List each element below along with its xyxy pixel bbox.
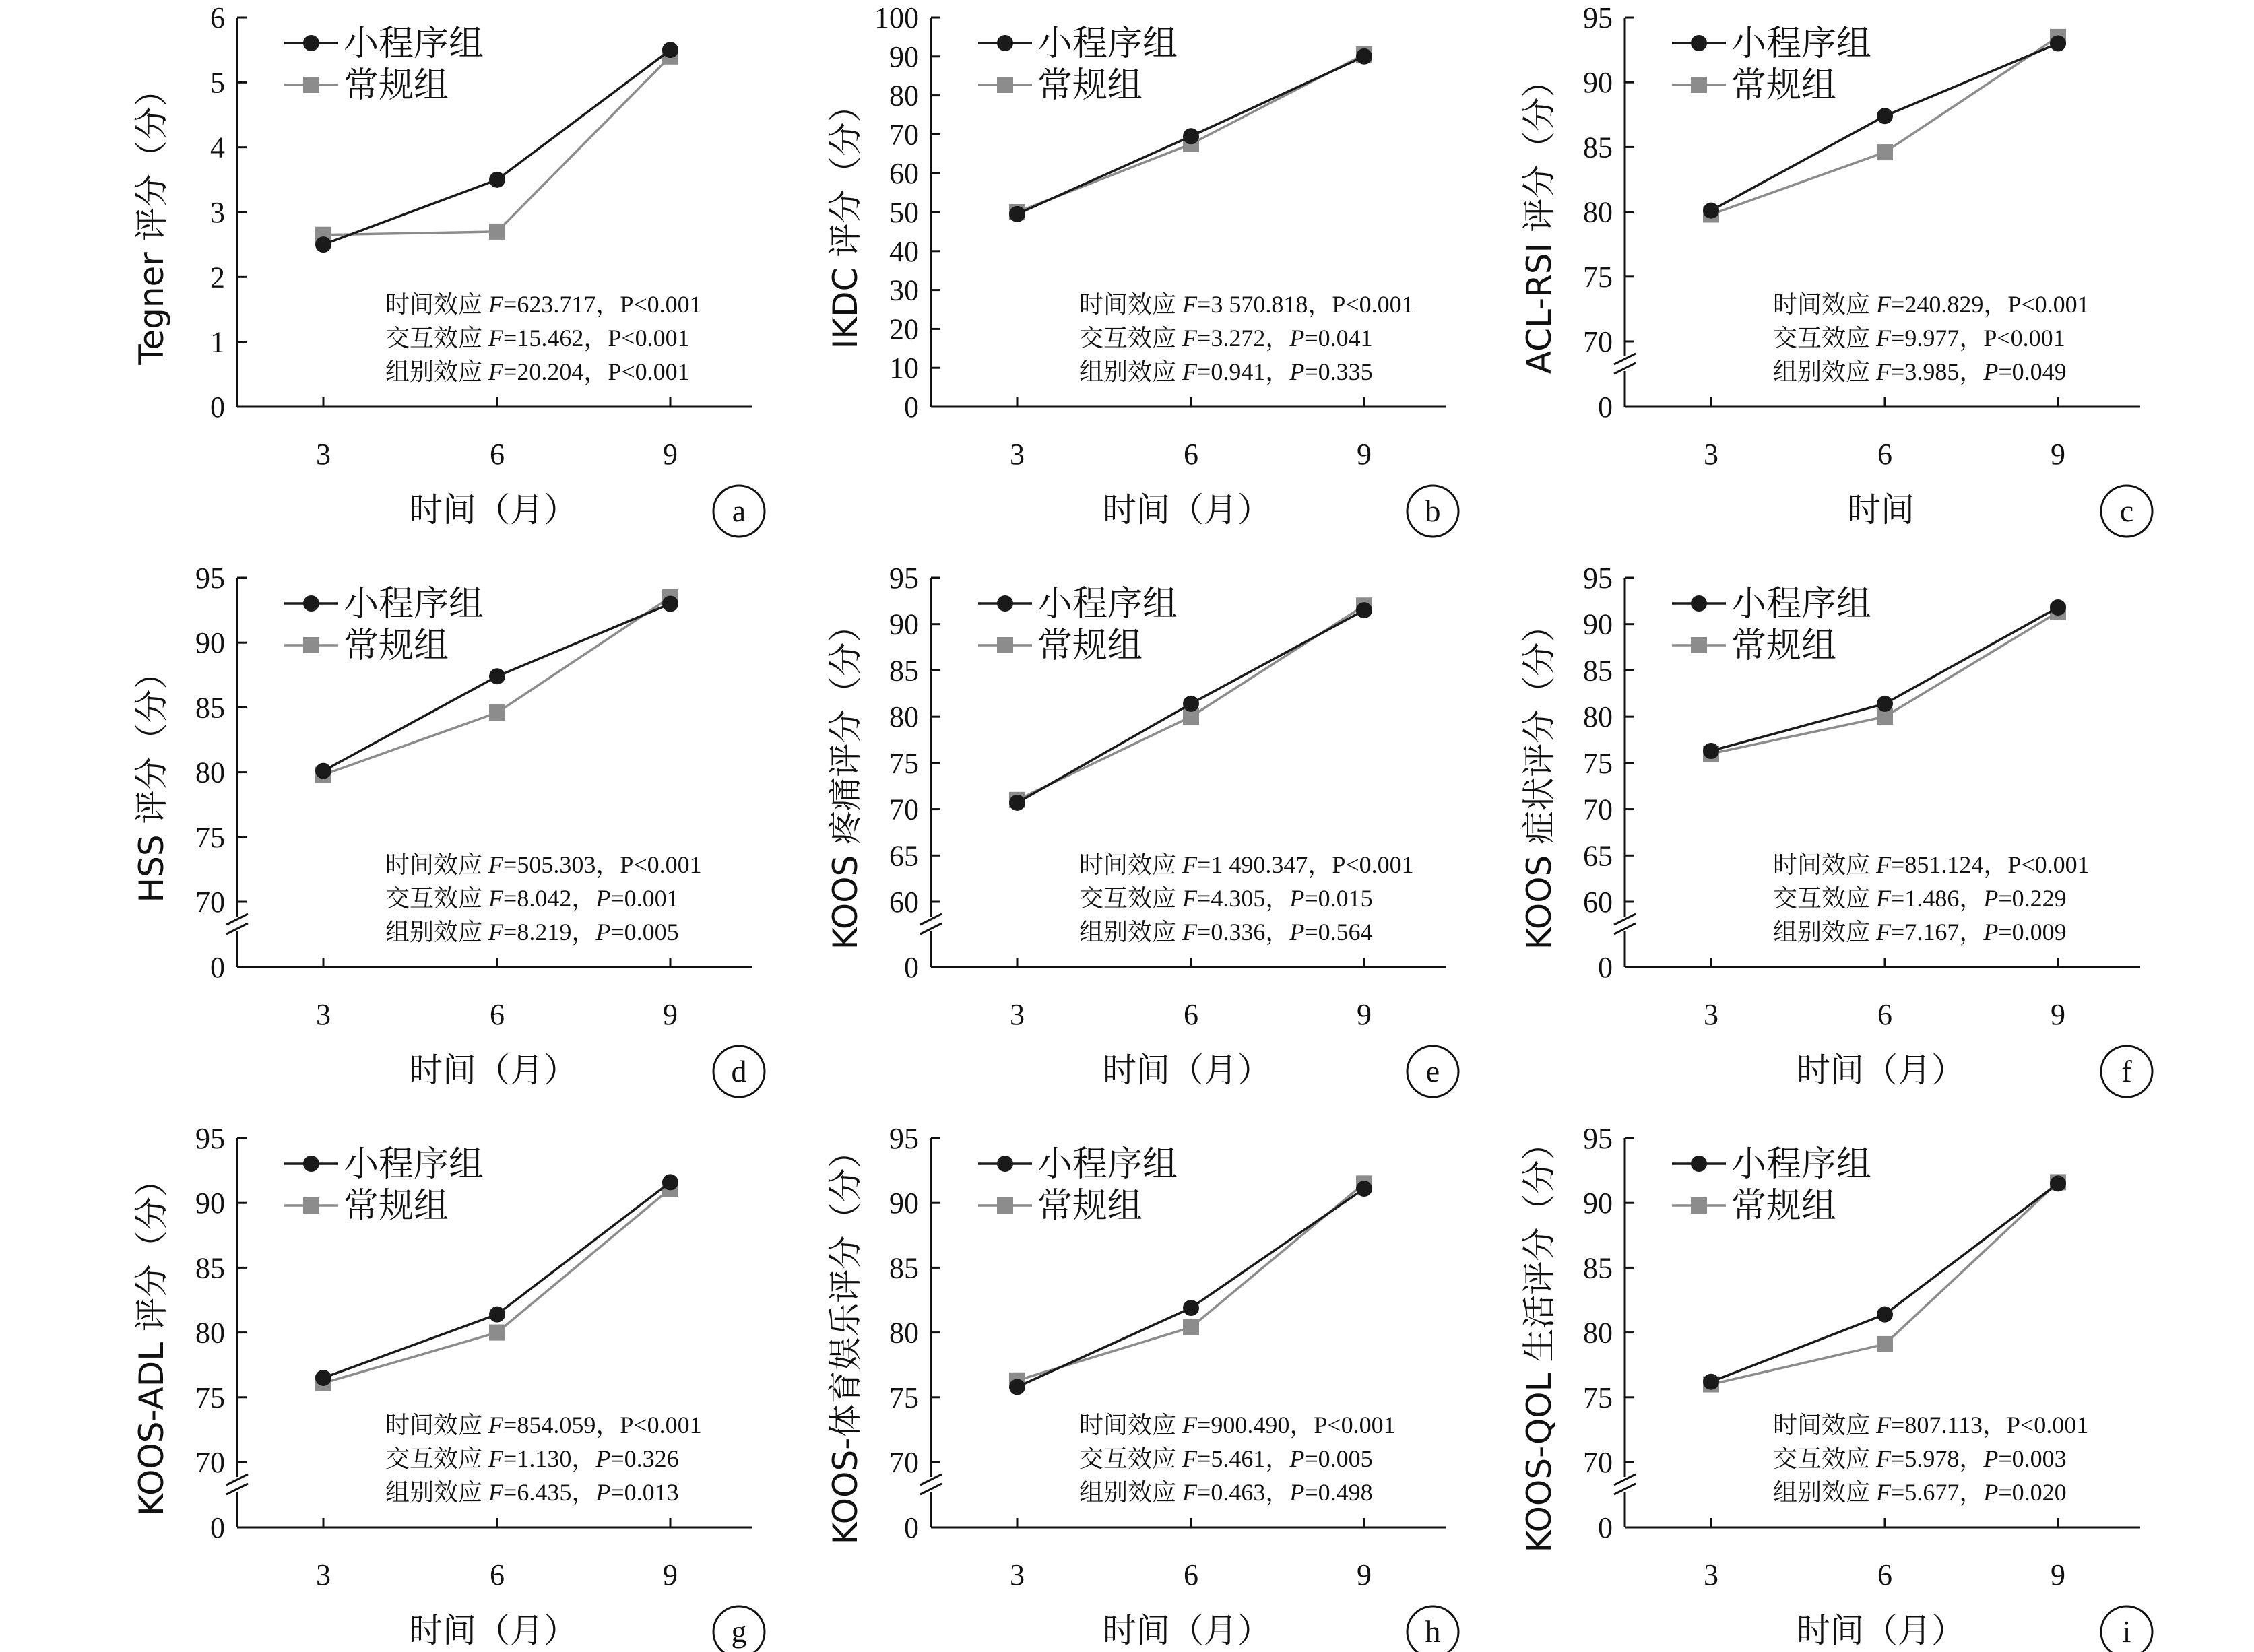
y-tick-label: 100 — [874, 1, 919, 34]
y-axis-label: KOOS 疼痛评分（分） — [826, 608, 865, 950]
data-point-miniprogram — [1703, 1374, 1719, 1390]
y-axis-label: Tegner 评分（分） — [132, 73, 171, 365]
x-tick-label: 9 — [1357, 1558, 1372, 1591]
x-tick-label: 3 — [316, 998, 331, 1031]
chart-panel-i — [1520, 1122, 2152, 1652]
legend-marker-square — [997, 637, 1013, 653]
stats-annotation: 时间效应 F=1 490.347，P<0.001 — [1079, 851, 1414, 878]
stats-annotation: 组别效应 F=0.463，P=0.498 — [1079, 1479, 1373, 1506]
y-axis-label: KOOS-QOL 生活评分（分） — [1520, 1126, 1559, 1553]
y-tick-label: 80 — [889, 700, 919, 734]
y-axis-label: KOOS-ADL 评分（分） — [132, 1163, 171, 1516]
legend-label: 小程序组 — [344, 24, 484, 64]
chart-panel-c — [1520, 1, 2152, 537]
y-tick-label: 0 — [904, 391, 919, 424]
y-tick-label: 3 — [210, 196, 225, 229]
y-tick-label: 65 — [1583, 839, 1613, 873]
y-tick-label: 0 — [904, 951, 919, 984]
data-point-miniprogram — [2050, 35, 2066, 51]
y-tick-label: 10 — [889, 352, 919, 385]
y-tick-label: 90 — [1583, 66, 1613, 100]
legend-marker-circle — [303, 595, 319, 612]
data-point-miniprogram — [1183, 128, 1199, 144]
legend-label: 常规组 — [1037, 65, 1143, 106]
y-tick-label: 85 — [1583, 131, 1613, 164]
y-tick-label: 65 — [889, 839, 919, 873]
x-tick-label: 6 — [1877, 438, 1892, 471]
data-point-conventional — [1183, 1319, 1199, 1335]
y-tick-label: 1 — [210, 325, 225, 359]
y-tick-label: 80 — [1583, 195, 1613, 229]
data-point-miniprogram — [1703, 203, 1719, 219]
x-tick-label: 6 — [490, 438, 505, 471]
y-tick-label: 0 — [1598, 951, 1613, 984]
legend-label: 小程序组 — [344, 584, 484, 624]
y-tick-label: 95 — [889, 562, 919, 595]
y-axis-label: IKDC 评分（分） — [826, 88, 865, 350]
y-tick-label: 85 — [1583, 654, 1613, 688]
y-tick-label: 70 — [195, 1446, 225, 1479]
chart-panel-f — [1520, 562, 2152, 1097]
y-tick-label: 90 — [889, 1187, 919, 1220]
legend-label: 小程序组 — [1731, 584, 1872, 624]
chart-panel-g — [132, 1122, 765, 1652]
data-point-miniprogram — [489, 1307, 505, 1323]
legend-marker-circle — [1691, 35, 1707, 51]
legend-marker-square — [303, 637, 319, 653]
y-tick-label: 75 — [1583, 746, 1613, 780]
stats-annotation: 时间效应 F=807.113，P<0.001 — [1773, 1412, 2089, 1439]
stats-annotation: 交互效应 F=8.042，P=0.001 — [385, 885, 679, 912]
y-tick-label: 70 — [889, 118, 919, 152]
y-tick-label: 85 — [889, 1251, 919, 1285]
legend-marker-square — [1691, 1197, 1707, 1214]
stats-annotation: 组别效应 F=6.435，P=0.013 — [385, 1479, 679, 1506]
y-tick-label: 85 — [889, 654, 919, 688]
data-point-miniprogram — [1009, 206, 1025, 222]
y-tick-label: 95 — [1583, 562, 1613, 595]
x-axis-label: 时间（月） — [409, 1051, 577, 1090]
x-tick-label: 3 — [316, 438, 331, 471]
data-point-miniprogram — [315, 236, 331, 253]
y-tick-label: 0 — [210, 391, 225, 424]
x-tick-label: 9 — [2051, 998, 2065, 1031]
y-tick-label: 80 — [889, 79, 919, 112]
y-tick-label: 90 — [889, 607, 919, 641]
x-axis-label: 时间（月） — [1103, 1051, 1271, 1090]
panel-label: a — [732, 494, 746, 528]
data-point-miniprogram — [662, 595, 678, 612]
x-tick-label: 9 — [2051, 438, 2065, 471]
panel-label: d — [731, 1054, 747, 1088]
stats-annotation: 交互效应 F=3.272，P=0.041 — [1079, 325, 1373, 352]
x-tick-label: 6 — [1184, 438, 1198, 471]
y-tick-label: 75 — [195, 1381, 225, 1414]
data-point-conventional — [489, 224, 505, 240]
y-tick-label: 85 — [195, 1251, 225, 1285]
chart-panel-h — [826, 1122, 1458, 1652]
y-tick-label: 80 — [1583, 1316, 1613, 1350]
stats-annotation: 组别效应 F=8.219，P=0.005 — [385, 919, 679, 946]
y-tick-label: 70 — [1583, 1446, 1613, 1479]
y-tick-label: 5 — [210, 66, 225, 100]
data-point-miniprogram — [1877, 696, 1893, 712]
stats-annotation: 组别效应 F=3.985，P=0.049 — [1773, 358, 2067, 385]
y-tick-label: 4 — [210, 131, 225, 164]
y-tick-label: 70 — [889, 1446, 919, 1479]
y-axis-label: KOOS-体育娱乐评分（分） — [826, 1134, 865, 1545]
y-axis-label: ACL-RSI 评分（分） — [1520, 63, 1559, 374]
stats-annotation: 交互效应 F=15.462，P<0.001 — [385, 325, 690, 352]
x-axis-label: 时间（月） — [1797, 1051, 1965, 1090]
y-tick-label: 90 — [1583, 607, 1613, 641]
y-tick-label: 30 — [889, 273, 919, 307]
y-tick-label: 70 — [1583, 325, 1613, 358]
x-tick-label: 6 — [490, 1558, 505, 1591]
y-tick-label: 90 — [889, 40, 919, 73]
stats-annotation: 交互效应 F=5.461，P=0.005 — [1079, 1445, 1373, 1472]
y-tick-label: 80 — [195, 1316, 225, 1350]
legend-marker-circle — [997, 595, 1013, 612]
y-tick-label: 95 — [1583, 1122, 1613, 1155]
chart-panel-d — [132, 562, 765, 1097]
y-tick-label: 0 — [904, 1511, 919, 1544]
data-point-miniprogram — [662, 1174, 678, 1190]
data-point-conventional — [489, 1325, 505, 1341]
data-point-miniprogram — [315, 763, 331, 779]
legend-marker-circle — [997, 35, 1013, 51]
data-point-miniprogram — [489, 172, 505, 188]
data-point-miniprogram — [1183, 696, 1199, 712]
x-axis-label: 时间（月） — [1103, 490, 1271, 529]
stats-annotation: 时间效应 F=854.059，P<0.001 — [385, 1412, 702, 1439]
chart-panel-b — [826, 1, 1458, 537]
panel-label: f — [2121, 1054, 2132, 1088]
x-tick-label: 3 — [1010, 1558, 1025, 1591]
legend-marker-square — [1691, 77, 1707, 93]
stats-annotation: 时间效应 F=240.829，P<0.001 — [1773, 291, 2090, 318]
x-tick-label: 3 — [1704, 1558, 1718, 1591]
y-tick-label: 75 — [1583, 260, 1613, 294]
legend-label: 常规组 — [344, 65, 449, 106]
data-point-miniprogram — [1877, 1307, 1893, 1323]
chart-panel-e — [826, 562, 1458, 1097]
legend-marker-circle — [997, 1156, 1013, 1172]
legend-label: 小程序组 — [344, 1144, 484, 1185]
y-tick-label: 75 — [889, 1381, 919, 1414]
legend-marker-circle — [303, 35, 319, 51]
y-tick-label: 0 — [210, 1511, 225, 1544]
x-tick-label: 9 — [663, 438, 678, 471]
panel-label: b — [1425, 494, 1441, 528]
y-tick-label: 0 — [1598, 1511, 1613, 1544]
y-tick-label: 75 — [889, 746, 919, 780]
panel-label: i — [2122, 1614, 2131, 1649]
legend-label: 常规组 — [344, 626, 449, 666]
x-tick-label: 6 — [1877, 998, 1892, 1031]
stats-annotation: 时间效应 F=851.124，P<0.001 — [1773, 851, 2090, 878]
x-tick-label: 6 — [490, 998, 505, 1031]
data-point-miniprogram — [1356, 48, 1372, 65]
legend-label: 小程序组 — [1037, 584, 1178, 624]
panel-label: h — [1425, 1614, 1441, 1649]
stats-annotation: 时间效应 F=900.490，P<0.001 — [1079, 1412, 1396, 1439]
y-tick-label: 80 — [1583, 700, 1613, 734]
stats-annotation: 交互效应 F=4.305，P=0.015 — [1079, 885, 1373, 912]
stats-annotation: 组别效应 F=5.677，P=0.020 — [1773, 1479, 2067, 1506]
y-tick-label: 75 — [1583, 1381, 1613, 1414]
y-tick-label: 6 — [210, 1, 225, 34]
legend-label: 小程序组 — [1731, 24, 1872, 64]
data-point-miniprogram — [1877, 108, 1893, 124]
y-tick-label: 0 — [210, 951, 225, 984]
y-tick-label: 90 — [195, 626, 225, 660]
legend-label: 小程序组 — [1731, 1144, 1872, 1185]
y-tick-label: 85 — [1583, 1251, 1613, 1285]
legend-marker-circle — [1691, 1156, 1707, 1172]
stats-annotation: 交互效应 F=9.977，P<0.001 — [1773, 325, 2065, 352]
y-tick-label: 90 — [195, 1187, 225, 1220]
legend-label: 常规组 — [1731, 65, 1837, 106]
legend-marker-circle — [303, 1156, 319, 1172]
legend-marker-circle — [1691, 595, 1707, 612]
legend-marker-square — [1691, 637, 1707, 653]
x-tick-label: 6 — [1184, 998, 1198, 1031]
data-point-miniprogram — [489, 668, 505, 684]
data-point-miniprogram — [315, 1370, 331, 1386]
x-tick-label: 9 — [1357, 998, 1372, 1031]
y-tick-label: 70 — [1583, 793, 1613, 826]
x-axis-label: 时间（月） — [409, 1611, 577, 1650]
stats-annotation: 交互效应 F=1.130，P=0.326 — [385, 1445, 679, 1472]
y-tick-label: 95 — [1583, 1, 1613, 34]
x-tick-label: 9 — [663, 998, 678, 1031]
data-point-miniprogram — [1009, 795, 1025, 811]
panel-label: c — [2119, 494, 2134, 528]
stats-annotation: 组别效应 F=20.204，P<0.001 — [385, 358, 690, 385]
stats-annotation: 时间效应 F=623.717，P<0.001 — [385, 291, 702, 318]
legend-marker-square — [997, 77, 1013, 93]
legend-label: 常规组 — [1731, 626, 1837, 666]
legend-marker-square — [303, 77, 319, 93]
data-point-miniprogram — [1183, 1300, 1199, 1316]
legend-label: 常规组 — [1037, 1186, 1143, 1226]
legend-label: 常规组 — [1037, 626, 1143, 666]
legend-marker-square — [303, 1197, 319, 1214]
data-point-miniprogram — [2050, 1175, 2066, 1191]
legend-label: 小程序组 — [1037, 1144, 1178, 1185]
y-axis-label: HSS 评分（分） — [132, 655, 171, 903]
x-axis-label: 时间（月） — [1797, 1611, 1965, 1650]
y-tick-label: 20 — [889, 312, 919, 346]
y-tick-label: 95 — [195, 562, 225, 595]
x-tick-label: 9 — [663, 1558, 678, 1591]
y-tick-label: 95 — [195, 1122, 225, 1155]
panel-label: e — [1425, 1054, 1440, 1088]
stats-annotation: 交互效应 F=5.978，P=0.003 — [1773, 1445, 2067, 1472]
legend-label: 常规组 — [344, 1186, 449, 1226]
y-tick-label: 95 — [889, 1122, 919, 1155]
y-axis-label: KOOS 症状评分（分） — [1520, 608, 1559, 950]
x-tick-label: 3 — [316, 1558, 331, 1591]
x-axis-label: 时间（月） — [1103, 1611, 1271, 1650]
x-tick-label: 9 — [1357, 438, 1372, 471]
x-axis-label: 时间 — [1847, 490, 1914, 529]
y-tick-label: 60 — [889, 157, 919, 191]
y-tick-label: 70 — [195, 886, 225, 919]
x-tick-label: 3 — [1704, 998, 1718, 1031]
y-tick-label: 85 — [195, 691, 225, 725]
data-point-miniprogram — [1703, 743, 1719, 759]
y-tick-label: 60 — [889, 886, 919, 919]
panel-label: g — [731, 1614, 747, 1649]
x-axis-label: 时间（月） — [409, 490, 577, 529]
x-tick-label: 3 — [1010, 998, 1025, 1031]
data-point-conventional — [489, 704, 505, 721]
y-tick-label: 60 — [1583, 886, 1613, 919]
stats-annotation: 组别效应 F=7.167，P=0.009 — [1773, 919, 2067, 946]
y-tick-label: 50 — [889, 196, 919, 229]
y-tick-label: 90 — [1583, 1187, 1613, 1220]
stats-annotation: 交互效应 F=1.486，P=0.229 — [1773, 885, 2067, 912]
legend-marker-square — [997, 1197, 1013, 1214]
legend-label: 常规组 — [1731, 1186, 1837, 1226]
y-tick-label: 75 — [195, 820, 225, 854]
data-point-miniprogram — [1009, 1379, 1025, 1395]
stats-annotation: 时间效应 F=3 570.818，P<0.001 — [1079, 291, 1414, 318]
stats-annotation: 组别效应 F=0.336，P=0.564 — [1079, 919, 1373, 946]
data-point-miniprogram — [662, 42, 678, 58]
data-point-miniprogram — [1356, 602, 1372, 618]
y-tick-label: 40 — [889, 234, 919, 268]
y-tick-label: 80 — [195, 756, 225, 789]
legend-label: 小程序组 — [1037, 24, 1178, 64]
y-tick-label: 2 — [210, 261, 225, 294]
x-tick-label: 3 — [1010, 438, 1025, 471]
stats-annotation: 组别效应 F=0.941，P=0.335 — [1079, 358, 1373, 385]
stats-annotation: 时间效应 F=505.303，P<0.001 — [385, 851, 702, 878]
x-tick-label: 6 — [1184, 1558, 1198, 1591]
y-tick-label: 70 — [889, 793, 919, 826]
data-point-miniprogram — [1356, 1181, 1372, 1197]
y-tick-label: 0 — [1598, 391, 1613, 424]
data-point-conventional — [1877, 144, 1893, 160]
x-tick-label: 3 — [1704, 438, 1718, 471]
chart-panel-a — [132, 1, 765, 537]
x-tick-label: 9 — [2051, 1558, 2065, 1591]
x-tick-label: 6 — [1877, 1558, 1892, 1591]
data-point-miniprogram — [2050, 599, 2066, 616]
y-tick-label: 80 — [889, 1316, 919, 1350]
data-point-conventional — [1877, 1336, 1893, 1352]
